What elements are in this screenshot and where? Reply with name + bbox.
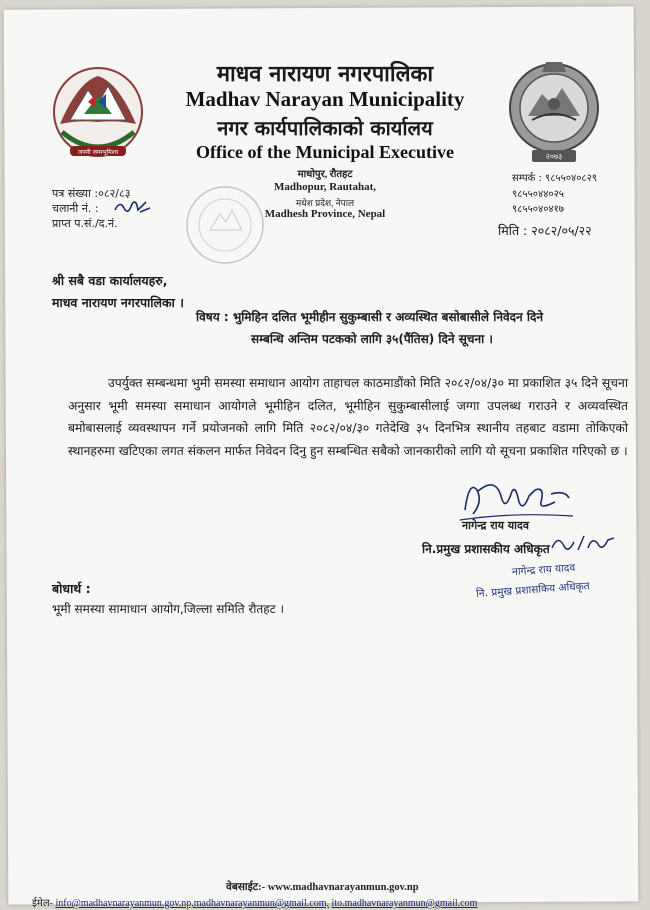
municipality-name-en: Madhav Narayan Municipality <box>185 87 465 111</box>
svg-text:जननी जन्मभूमिश्च: जननी जन्मभूमिश्च <box>77 149 119 156</box>
email-link-ito[interactable]: ito.madhavnarayanmun@gmail.com <box>331 898 478 909</box>
reference-number: पत्र संख्या :०८२/८३ <box>52 187 131 200</box>
website-label: वेबसाईट:- <box>226 882 266 893</box>
seal-year: २०७३ <box>545 152 563 161</box>
province-np: मधेश प्रदेश, नेपाल <box>295 198 355 208</box>
received-number: प्राप्त प.सं./द.नं. <box>52 217 118 230</box>
office-name-np: नगर कार्यपालिकाको कार्यालय <box>217 116 433 140</box>
notice-body: उपर्युक्त सम्बन्धमा भुमी समस्या समाधान आयोग ताहाचल काठमाडौंको मिति २०८२/०४/३० मा प्रकाशित ३५ दिने सूचना अनुसार भूमी समस्या समाधान आयोगले भूमीहिन दलित, भूमीहिन सुकुम्बासीलाई जग्गा उपलब्ध गराउने र अव्यवस्थित बमोबासलाई व्यवस्थापन गर्ने प्रयोजनको लागि मिति २०८२/०४/३० गतेदेखि ३५ दिनभित्र स्थानीय तहबाट वडामा तोकिएको स्थानहरुमा खटिएका लगत संकलन मार्फत निवेदन दिनु हुन सम्बन्धित सबैको जानकारीको लागि यो सूचना प्रकाशित गरिएको छ । <box>68 376 628 458</box>
handwritten-dispatch-number <box>112 196 152 218</box>
signatory-title: नि.प्रमुख प्रशासकीय अधिकृत <box>422 542 550 556</box>
phone-1: सम्पर्क : ९८५५०४०८२९ <box>512 173 598 184</box>
cc-line: भूमी समस्या सामाधान आयोग,जिल्ला समिति रौतहट । <box>52 602 285 616</box>
faded-stamp-icon <box>180 180 270 270</box>
cc-label: बोधार्थ : <box>52 581 91 596</box>
email-label: ईमेल- <box>32 898 54 909</box>
email-links[interactable]: info@madhavnarayanmun.gov.np,madhavnarayanmun@gmail.com, <box>55 898 330 909</box>
phone-3: ९८५५०४०४१७ <box>512 204 564 215</box>
letter-date: मिति : २०८२/०५/२२ <box>498 223 592 238</box>
phone-2: ९८५५०४४०२५ <box>512 189 564 200</box>
province-en: Madhesh Province, Nepal <box>264 208 386 220</box>
subject-line-1: विषय : भुमिहिन दलित भूमीहीन सुकुम्बासी र अव्यस्थित बसोबासीले निवेदन दिने <box>196 310 544 324</box>
office-name-en: Office of the Municipal Executive <box>196 142 454 162</box>
footer-website <box>226 880 419 894</box>
recipient-line-2: माधव नारायण नगरपालिका । <box>52 295 184 310</box>
stamp-title: नि. प्रमुख प्रशासकिय अधिकृत <box>475 580 591 600</box>
website-link[interactable]: www.madhavnarayanmun.gov.np <box>267 882 419 893</box>
handwritten-date-icon <box>548 530 618 560</box>
stamp-name: नागेन्द्र राय यादव <box>511 561 576 579</box>
dispatch-number: चलानी नं. : <box>52 202 99 215</box>
municipality-name-np: माधव नारायण नगरपालिका <box>216 61 434 87</box>
recipient-line-1: श्री सबै वडा कार्यालयहरु, <box>52 273 168 288</box>
address-en: Madhopur, Rautahat, <box>274 181 376 193</box>
subject-line-2: सम्बन्धि अन्तिम पटकको लागि ३५(पैंतिस) दिने सूचना । <box>251 332 493 346</box>
signatory-name: नागेन्द्र राय यादव <box>462 519 529 532</box>
footer-emails <box>32 895 477 909</box>
address-np: माधोपुर, रौतहट <box>297 169 353 180</box>
